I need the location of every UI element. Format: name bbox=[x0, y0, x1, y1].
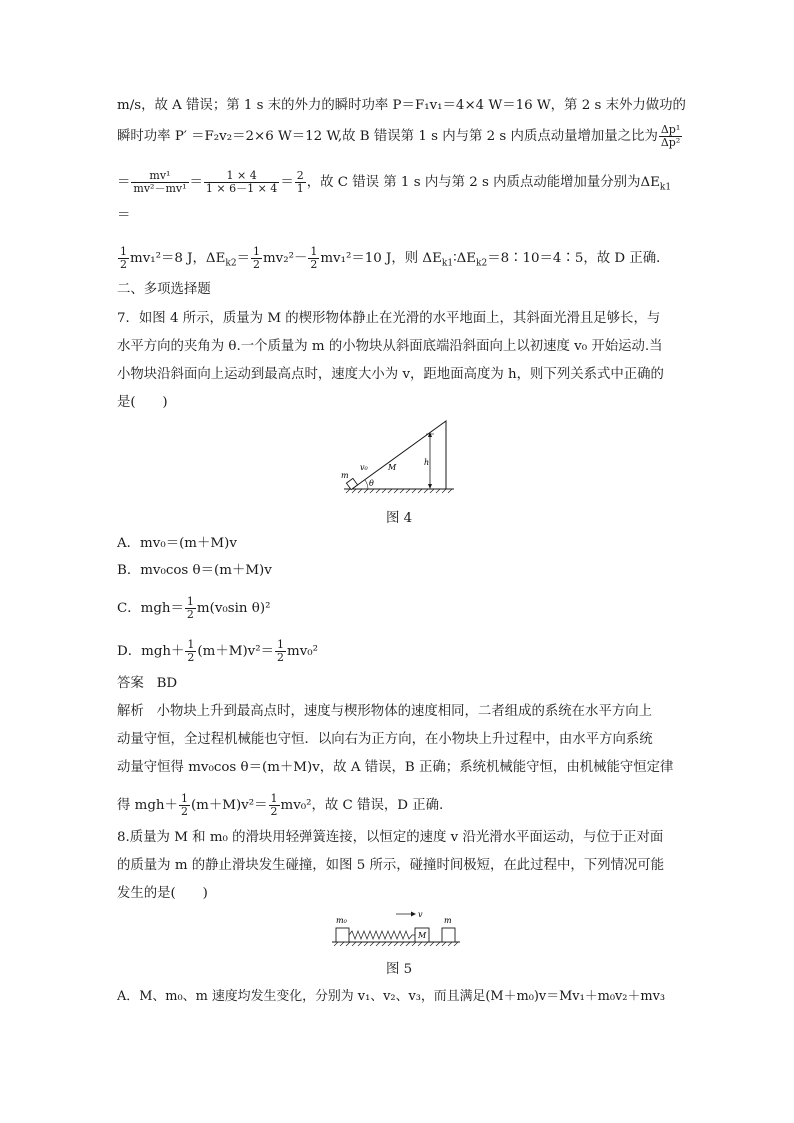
q7-line1: 7．如图 4 所示，质量为 M 的楔形物体静止在光滑的水平地面上，其斜面光滑且足够长，与 bbox=[117, 311, 661, 326]
section-title: 二、多项选择题 bbox=[117, 282, 211, 297]
half-fraction: $\frac{1}{2}$ bbox=[270, 792, 278, 818]
block-m bbox=[442, 928, 455, 942]
small-block bbox=[346, 478, 357, 489]
q7-line2: 水平方向的夹角为 θ.一个质量为 m 的小物块从斜面底端沿斜面向上以初速度 v₀ 开始运动.当 bbox=[117, 339, 663, 354]
solution6-line2 bbox=[117, 124, 683, 149]
q7-analysis-line3: 动量守恒得 mv₀cos θ＝(m＋M)v，故 A 错误，B 正确；系统机械能守恒，由机械能守恒定律 bbox=[117, 760, 674, 775]
figure-5-caption: 图 5 bbox=[386, 962, 413, 977]
figure-4-wedge-diagram bbox=[338, 418, 458, 498]
label-m: m bbox=[444, 916, 452, 925]
half-fraction: $\frac{1}{2}$ bbox=[252, 245, 260, 271]
solution6-line3-text: ，故 C 错误 第 1 s 内与第 2 s 内质点动能增加量分别为ΔE bbox=[306, 175, 660, 190]
half-fraction: $\frac{1}{2}$ bbox=[187, 638, 195, 664]
q8-option-a: A．M、m₀、m 速度均发生变化，分别为 v₁、v₂、v₃，而且满足(M＋m₀)v＝Mv₁＋m₀v₂＋mv₃ bbox=[117, 989, 666, 1004]
velocity-arrow-head bbox=[411, 912, 416, 917]
momentum-ratio-fraction: $\frac{\text{Δp¹}}{\text{Δp²}}$ bbox=[660, 123, 681, 149]
half-fraction: $\frac{1}{2}$ bbox=[277, 638, 284, 664]
half-fraction: $\frac{1}{2}$ bbox=[310, 245, 318, 271]
height-arrow-top-head bbox=[428, 432, 432, 437]
label-M: M bbox=[418, 931, 427, 940]
half-fraction: $\frac{1}{2}$ bbox=[186, 595, 194, 621]
block-m0 bbox=[336, 928, 349, 942]
theta-arc bbox=[365, 480, 368, 489]
q7-option-b: B．mv₀cos θ＝(m＋M)v bbox=[117, 563, 272, 578]
label-v0: v₀ bbox=[360, 463, 368, 472]
q7-analysis-line2: 动量守恒，全过程机械能也守恒．以向右为正方向，在小物块上升过程中，由水平方向系统 bbox=[117, 732, 653, 747]
answer-label: 答案 bbox=[117, 676, 144, 691]
figure-4-caption: 图 4 bbox=[386, 511, 413, 526]
q7-analysis-line1: 解析 小物块上升到最高点时，速度与楔形物体的速度相同，二者组成的系统在水平方向上 bbox=[117, 704, 653, 719]
q8-line1: 8.质量为 M 和 m₀ 的滑块用轻弹簧连接，以恒定的速度 v 沿光滑水平面运动，与位于正对面 bbox=[117, 830, 664, 845]
solution6-line3: ＝ $\frac{\text{mv¹}}{\text{mv²－mv¹}}$ ＝ $\frac{1 \times 4}{1 \times 6-1 \times 4}$ ＝ $\frac{2}{1}$ ，故 C 错误 第 1 s 内与第 2 s 内质点动能增加量分别为$\Delta E_{k1}$ bbox=[117, 169, 672, 195]
half-fraction: $\frac{1}{2}$ bbox=[180, 792, 188, 818]
label-m0: m₀ bbox=[336, 916, 347, 925]
fraction-result: $\frac{2}{1}$ bbox=[296, 169, 304, 195]
q7-line4: 是( ) bbox=[117, 395, 168, 410]
label-M: M bbox=[388, 463, 397, 472]
figure-5-spring-diagram bbox=[328, 908, 464, 950]
solution6-line1: m/s，故 A 错误；第 1 s 末的外力的瞬时功率 P＝F₁v₁＝4×4 W＝16 W，第 2 s 末外力做功的 bbox=[117, 98, 686, 113]
label-h: h bbox=[424, 458, 430, 467]
surface-hatching bbox=[334, 942, 458, 946]
q7-answer bbox=[117, 674, 177, 694]
wedge bbox=[352, 421, 446, 489]
fraction-mv: $\frac{\text{mv¹}}{\text{mv²－mv¹}}$ bbox=[133, 169, 187, 195]
solution6-line4: ＝ bbox=[117, 208, 131, 223]
ground-hatching bbox=[346, 489, 452, 493]
solution6-line5: $\frac{1}{2}$ mv₁²＝8 J，$\Delta E_{k2}=$ $\frac{1}{2}$ mv₂²－ $\frac{1}{2}$ mv₁²＝10 J，则 $\Delta E_{k1}∶\Delta E_{k2}=8∶10=4∶5$，故 D 正确． bbox=[120, 245, 670, 271]
label-v: v bbox=[418, 910, 423, 919]
q8-line3: 发生的是( ) bbox=[117, 886, 208, 901]
label-theta: θ bbox=[369, 479, 374, 488]
label-m: m bbox=[341, 471, 349, 480]
analysis-label: 解析 bbox=[117, 704, 144, 719]
q7-line3: 小物块沿斜面向上运动到最高点时，速度大小为 v，距地面高度为 h，则下列关系式中正确的 bbox=[117, 367, 664, 382]
fraction-numbers: $\frac{1 \times 4}{1 \times 6-1 \times 4}$ bbox=[205, 169, 278, 195]
height-arrow-bottom-head bbox=[428, 484, 432, 489]
answer-value: BD bbox=[156, 676, 178, 691]
q7-option-a: A．mv₀＝(m＋M)v bbox=[117, 536, 237, 551]
q7-option-d: D．mgh＋ $\frac{1}{2}$ (m＋M)v²＝ $\frac{1}{2}$ mv₀² bbox=[117, 638, 318, 664]
q7-option-c: C．mgh＝ $\frac{1}{2}$ m(v₀sin θ)² bbox=[117, 595, 271, 621]
q8-line2: 的质量为 m 的静止滑块发生碰撞，如图 5 所示，碰撞时间极短，在此过程中，下列情况可能 bbox=[117, 858, 665, 873]
q7-analysis-line4: 得 mgh＋ $\frac{1}{2}$ (m＋M)v²＝ $\frac{1}{2}$ mv₀²，故 C 错误，D 正确. bbox=[117, 792, 444, 818]
half-fraction: $\frac{1}{2}$ bbox=[120, 245, 127, 271]
spring bbox=[349, 931, 415, 939]
solution6-line2-text: 瞬时功率 P′ ＝F₂v₂＝2×6 W＝12 W,故 B 错误第 1 s 内与第 2 s 内质点动量增加量之比为 bbox=[117, 129, 658, 144]
